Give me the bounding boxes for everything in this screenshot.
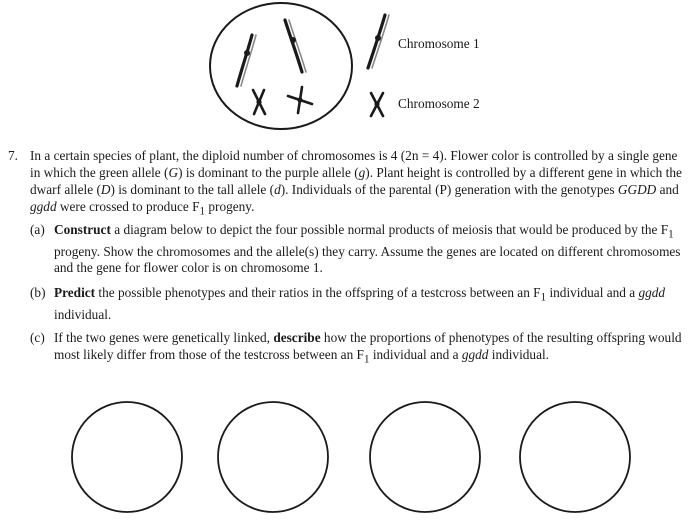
part-c-text: If the two genes were genetically linked, describe how the proportions of phenotypes of the resulting offspring would most likely differ from those of the testcross between an $F_1$ individual and a ggdd individual. bbox=[54, 330, 682, 366]
legend-chromosome-2-label: Chromosome 2 bbox=[398, 96, 480, 111]
question-stem: In a certain species of plant, the diploid number of chromosomes is 4 (2n = 4). Flower color is controlled by a single gene in which the green allele (G) is dominant to the purple allele (g). Plant height is controlled by a different gene in which the dwarf allele (D) is dominant to the tall allele (d). Individuals of the parental (P) generation with the genotypes GGDD and ggdd were crossed to produce $F_1$ progeny. bbox=[30, 148, 682, 218]
legend-chromosome-1-label: Chromosome 1 bbox=[398, 36, 480, 51]
part-b-label: (b) bbox=[30, 285, 46, 300]
answer-circle-2[interactable] bbox=[218, 402, 328, 512]
part-b bbox=[30, 285, 690, 323]
part-a-label: (a) bbox=[30, 222, 45, 237]
part-c-label: (c) bbox=[30, 330, 45, 345]
answer-circle-1[interactable] bbox=[72, 402, 182, 512]
cell-outline bbox=[210, 3, 352, 129]
chromosome-figure bbox=[0, 0, 700, 140]
cell-chromosome-2-left bbox=[253, 90, 265, 114]
cell-chromosome-1-left bbox=[237, 35, 256, 86]
cell-chromosome-2-right bbox=[288, 87, 312, 113]
meiosis-product-circles bbox=[0, 400, 700, 524]
legend-chromosome-1-symbol bbox=[368, 15, 389, 68]
part-c bbox=[30, 330, 690, 368]
part-b-text: Predict the possible phenotypes and their ratios in the offspring of a testcross between an $F_1$ individual and a ggdd individual. bbox=[54, 285, 666, 322]
question-number: 7. bbox=[8, 148, 18, 163]
cell-chromosome-1-right bbox=[285, 20, 306, 72]
part-a-text: Construct a diagram below to depict the four possible normal products of meiosis that would be produced by the $F_1$ progeny. Show the chromosomes and the allele(s) they carry. Assume the genes are located on different chromosomes and the gene for flower color is on chromosome 1. bbox=[54, 222, 681, 276]
answer-circle-4[interactable] bbox=[520, 402, 630, 512]
legend-chromosome-2-symbol bbox=[371, 93, 383, 116]
answer-circle-3[interactable] bbox=[370, 402, 480, 512]
cell-diagram bbox=[210, 3, 352, 129]
part-a bbox=[30, 222, 690, 277]
